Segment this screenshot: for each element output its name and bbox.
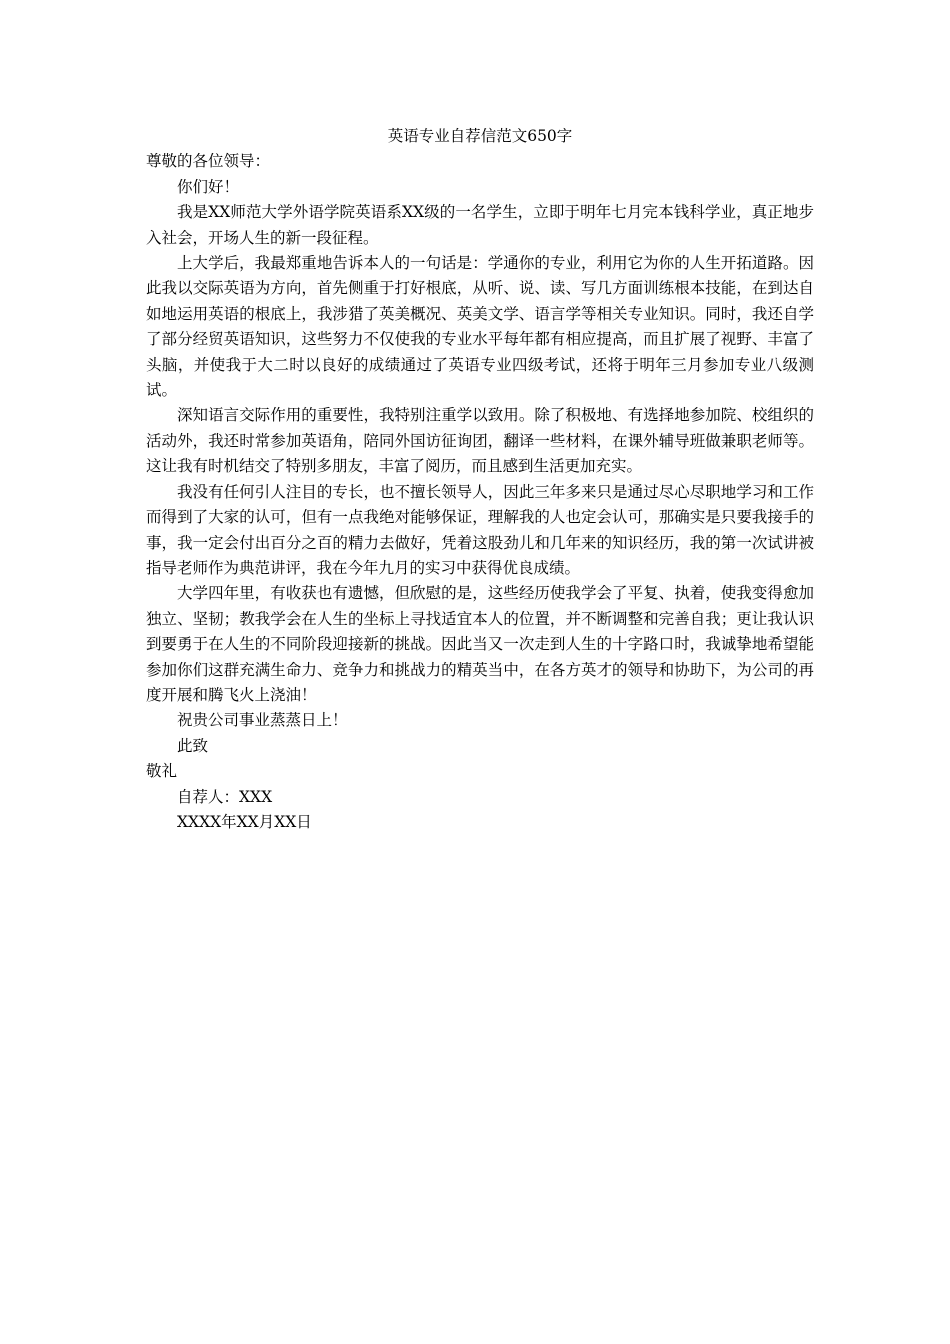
- paragraph-practice: 深知语言交际作用的重要性，我特别注重学以致用。除了积极地、有选择地参加院、校组织的活动外，我还时常参加英语角，陪同外国访征询团，翻译一些材料，在课外辅导班做兼职老师等。这让我有时机结交了特别多朋友，丰富了阅历，而且感到生活更加充实。: [146, 406, 814, 476]
- closing-line-2: 敬礼: [146, 762, 178, 781]
- salutation: 尊敬的各位领导：: [146, 152, 271, 171]
- letter-body: [146, 124, 814, 835]
- paragraph-intro: 我是XX师范大学外语学院英语系XX级的一名学生，立即于明年七月完本钱科学业，真正地步入社会，开场人生的新一段征程。: [146, 203, 814, 247]
- signature-line: 自荐人：XXX: [177, 787, 273, 806]
- date-line: XXXX年XX月XX日: [177, 812, 312, 831]
- paragraph-study: 上大学后，我最郑重地告诉本人的一句话是：学通你的专业，利用它为你的人生开拓道路。因此我以交际英语为方向，首先侧重于打好根底，从听、说、读、写几方面训练根本技能，在到达自如地运用英语的根底上，我涉猎了英美概况、英美文学、语言学等相关专业知识。同时，我还自学了部分经贸英语知识，这些努力不仅使我的专业水平每年都有相应提高，而且扩展了视野、丰富了头脑，并使我于大二时以良好的成绩通过了英语专业四级考试，还将于明年三月参加专业八级测试。: [146, 254, 814, 400]
- closing-line-1: 此致: [177, 736, 209, 755]
- paragraph-work: 我没有任何引人注目的专长，也不擅长领导人，因此三年多来只是通过尽心尽职地学习和工作而得到了大家的认可，但有一点我绝对能够保证，理解我的人也定会认可，那确实是只要我接手的事，我一定会付出百分之百的精力去做好，凭着这股劲儿和几年来的知识经历，我的第一次试讲被指导老师作为典范讲评，我在今年九月的实习中获得优良成绩。: [146, 482, 814, 577]
- document-title: 英语专业自荐信范文650字: [387, 127, 573, 145]
- wish-line: 祝贵公司事业蒸蒸日上！: [177, 711, 348, 730]
- greeting: 你们好！: [177, 177, 240, 196]
- paragraph-summary: 大学四年里，有收获也有遗憾，但欣慰的是，这些经历使我学会了平复、执着，使我变得愈加独立、坚韧；教我学会在人生的坐标上寻找适宜本人的位置，并不断调整和完善自我；更让我认识到要勇于在人生的不同阶段迎接新的挑战。因此当又一次走到人生的十字路口时，我诚挚地希望能参加你们这群充满生命力、竞争力和挑战力的精英当中，在各方英才的领导和协助下，为公司的再度开展和腾飞火上浇油！: [146, 584, 814, 704]
